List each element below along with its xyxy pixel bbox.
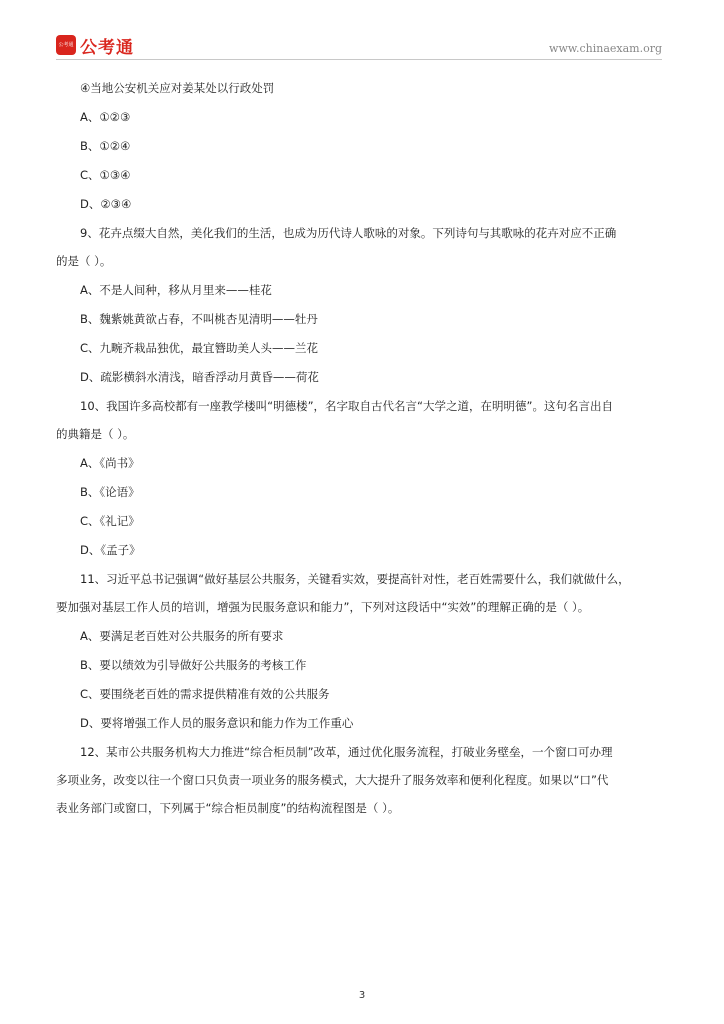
q11-option-b: B、要以绩效为引导做好公共服务的考核工作 [80, 658, 307, 672]
site-url: www.chinaexam.org [549, 42, 662, 55]
header-divider [56, 59, 662, 60]
logo-badge: 公考通 [56, 35, 76, 55]
q8-statement-4: ④当地公安机关应对姜某处以行政处罚 [80, 81, 275, 95]
q10-line-2: 的典籍是（ ）。 [56, 427, 135, 441]
q8-option-d: D、②③④ [80, 197, 132, 211]
q10-question [56, 396, 670, 444]
q8-option-a: A、①②③ [80, 110, 131, 124]
q10-line-1: 10、我国许多高校都有一座教学楼叫“明德楼”，名字取自古代名言“大学之道，在明明德”。这句名言出自 [80, 399, 613, 413]
q9-option-b: B、魏紫姚黄欲占春，不叫桃杏见清明——牡丹 [80, 312, 318, 326]
q9-line-2: 的是（ ）。 [56, 254, 112, 268]
document-body [56, 78, 670, 818]
q9-option-a: A、不是人间种，移从月里来——桂花 [80, 283, 272, 297]
q11-option-c: C、要围绕老百姓的需求提供精准有效的公共服务 [80, 687, 330, 701]
q8-option-c: C、①③④ [80, 168, 131, 182]
q12-question [56, 742, 670, 818]
q10-option-c: C、《礼记》 [80, 514, 140, 528]
q10-option-b: B、《论语》 [80, 485, 140, 499]
logo [56, 34, 134, 56]
q12-line-1: 12、某市公共服务机构大力推进“综合柜员制”改革，通过优化服务流程，打破业务壁垒，一个窗口可办理 [80, 745, 613, 759]
page-number: 3 [358, 990, 366, 1001]
q11-question [56, 569, 670, 617]
q9-option-c: C、九畹齐栽品独优，最宜簪助美人头——兰花 [80, 341, 319, 355]
q12-line-2: 多项业务，改变以往一个窗口只负责一项业务的服务模式，大大提升了服务效率和便利化程度。如果以“口”代 [56, 773, 609, 787]
q9-line-1: 9、花卉点缀大自然，美化我们的生活，也成为历代诗人歌咏的对象。下列诗句与其歌咏的花卉对应不正确 [80, 226, 617, 240]
q10-option-d: D、《孟子》 [80, 543, 141, 557]
q8-option-b: B、①②④ [80, 139, 131, 153]
q11-option-d: D、要将增强工作人员的服务意识和能力作为工作重心 [80, 716, 354, 730]
q9-option-d: D、疏影横斜水清浅，暗香浮动月黄昏——荷花 [80, 370, 319, 384]
q11-line-1: 11、习近平总书记强调“做好基层公共服务，关键看实效，要提高针对性，老百姓需要什么，我们就做什么， [80, 572, 630, 586]
logo-text: 公考通 [80, 37, 134, 58]
q9-question [56, 223, 670, 271]
q12-line-3: 表业务部门或窗口，下列属于“综合柜员制度”的结构流程图是（ ）。 [56, 801, 400, 815]
q11-line-2: 要加强对基层工作人员的培训，增强为民服务意识和能力”，下列对这段话中“实效”的理解正确的是（ ）。 [56, 600, 590, 614]
q11-option-a: A、要满足老百姓对公共服务的所有要求 [80, 629, 284, 643]
page-header [56, 34, 662, 60]
q10-option-a: A、《尚书》 [80, 456, 140, 470]
